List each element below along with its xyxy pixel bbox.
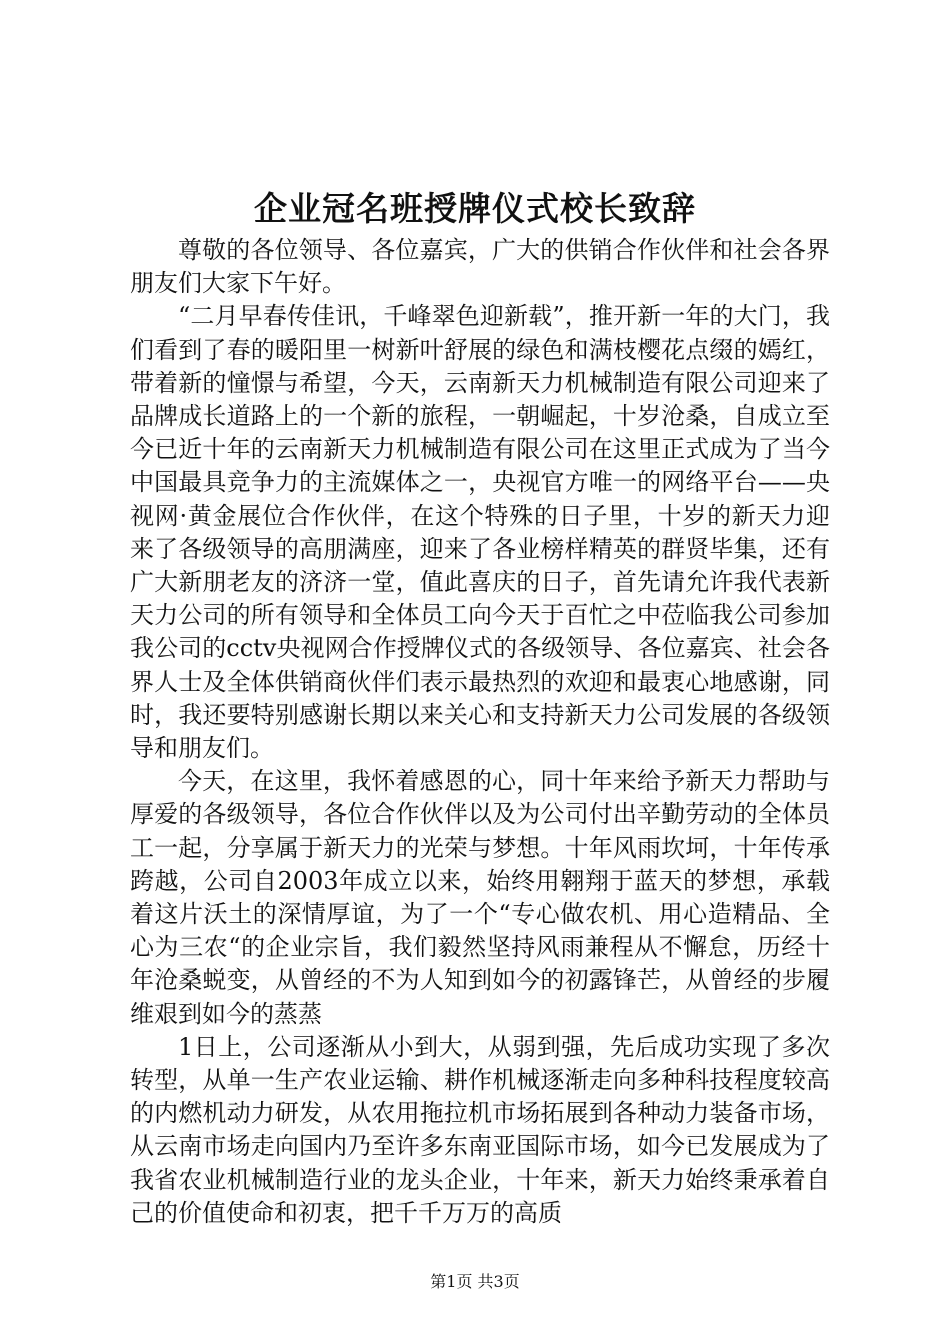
document-body <box>130 234 830 1230</box>
paragraph-development: 1日上，公司逐渐从小到大，从弱到强，先后成功实现了多次转型，从单一生产农业运输、耕作机械逐渐走向多种科技程度较高的内燃机动力研发，从农用拖拉机市场拓展到各种动力装备市场，从云南市场走向国内乃至许多东南亚国际市场，如今已发展成为了我省农业机械制造行业的龙头企业，十年来，新天力始终秉承着自己的价值使命和初衷，把千千万万的高质 <box>130 1032 830 1227</box>
page-number-footer: 第1页 共3页 <box>430 1272 520 1291</box>
document-title: 企业冠名班授牌仪式校长致辞 <box>254 189 696 228</box>
paragraph-opening: “二月早春传佳讯，千峰翠色迎新载”，推开新一年的大门，我们看到了春的暖阳里一树新叶舒展的绿色和满枝樱花点缀的嫣红，带着新的憧憬与希望，今天，云南新天力机械制造有限公司迎来了品牌成长道路上的一个新的旅程，一朝崛起，十岁沧桑，自成立至今已近十年的云南新天力机械制造有限公司在这里正式成为了当今中国最具竞争力的主流媒体之一，央视官方唯一的网络平台——央视网·黄金展位合作伙伴，在这个特殊的日子里，十岁的新天力迎来了各级领导的高朋满座，迎来了各业榜样精英的群贤毕集，还有广大新朋老友的济济一堂，值此喜庆的日子，首先请允许我代表新天力公司的所有领导和全体员工向今天于百忙之中莅临我公司参加我公司的cctv央视网合作授牌仪式的各级领导、各位嘉宾、社会各界人士及全体供销商伙伴们表示最热烈的欢迎和最衷心地感谢，同时，我还要特别感谢长期以来关心和支持新天力公司发展的各级领导和朋友们。 <box>130 302 830 763</box>
paragraph-today: 今天，在这里，我怀着感恩的心，同十年来给予新天力帮助与厚爱的各级领导，各位合作伙伴以及为公司付出辛勤劳动的全体员工一起，分享属于新天力的光荣与梦想。十年风雨坎坷，十年传承跨越，公司自2003年成立以来，始终用翱翔于蓝天的梦想，承载着这片沃土的深情厚谊，为了一个“专心做农机、用心造精品、全心为三农“的企业宗旨，我们毅然坚持风雨兼程从不懈怠，历经十年沧桑蜕变，从曾经的不为人知到如今的初露锋芒，从曾经的步履维艰到如今的蒸蒸 <box>130 767 830 1028</box>
paragraph-greeting: 尊敬的各位领导、各位嘉宾，广大的供销合作伙伴和社会各界朋友们大家下午好。 <box>130 236 830 298</box>
